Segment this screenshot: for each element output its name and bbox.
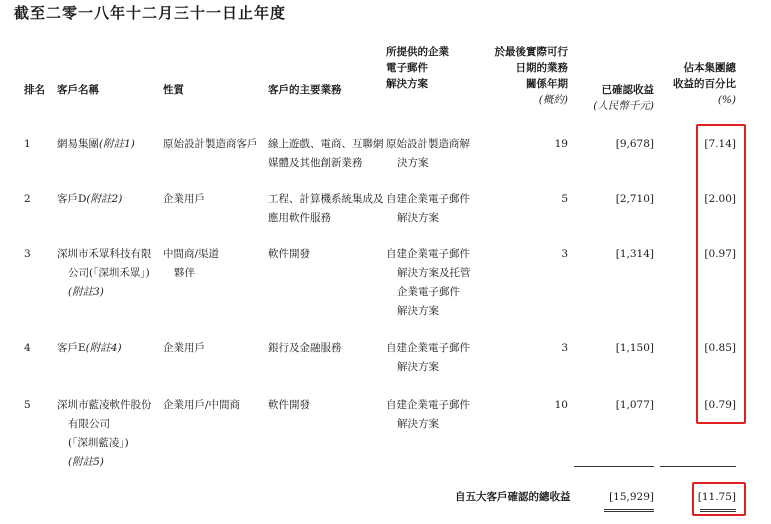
row-percentage: [0.97] — [704, 248, 736, 260]
total-rule-revenue — [604, 509, 654, 512]
row-nature: 中間商/渠道 夥伴 — [163, 248, 220, 279]
header-customer-name: 客戶名稱 — [57, 84, 99, 96]
total-revenue: [15,929] — [609, 491, 654, 503]
row-business: 線上遊戲、電商、互聯網 媒體及其他創新業務 — [268, 138, 384, 169]
row-customer-name: 深圳市禾眾科技有限 公司(「深圳禾眾」) (附註3) — [57, 248, 152, 298]
header-solutions: 所提供的企業 電子郵件 解決方案 — [386, 46, 449, 90]
row-percentage: [0.85] — [704, 342, 736, 354]
row-customer-name: 網易集團(附註1) — [57, 138, 135, 150]
row-percentage: [2.00] — [704, 193, 736, 205]
row-solution: 自建企業電子郵件 解決方案 — [386, 342, 470, 373]
header-percentage: 佔本集團總 收益的百分比 (%) — [673, 62, 736, 106]
row-solution: 自建企業電子郵件 解決方案 — [386, 193, 470, 224]
row-customer-name: 客戶D(附註2) — [57, 193, 123, 205]
row-nature: 企業用戶 — [163, 193, 205, 205]
header-nature: 性質 — [163, 84, 184, 96]
total-percentage: [11.75] — [697, 491, 736, 503]
page-title: 截至二零一八年十二月三十一日止年度 — [14, 4, 287, 22]
row-years: 3 — [561, 248, 568, 260]
header-rank: 排名 — [24, 84, 45, 96]
total-label: 自五大客戶確認的總收益 — [455, 491, 571, 503]
subtotal-rule-percentage — [660, 466, 736, 467]
row-rank: 3 — [24, 248, 31, 260]
row-nature: 原始設計製造商客戶 — [163, 138, 258, 150]
header-main-business: 客戶的主要業務 — [268, 84, 342, 96]
row-percentage: [7.14] — [704, 138, 736, 150]
row-years: 19 — [554, 138, 568, 150]
row-years: 3 — [561, 342, 568, 354]
row-solution: 自建企業電子郵件 解決方案 — [386, 399, 470, 430]
subtotal-rule-revenue — [574, 466, 654, 467]
row-nature: 企業用戶 — [163, 342, 205, 354]
row-customer-name: 深圳市藍凌軟件股份 有限公司 (「深圳藍凌」) (附註5) — [57, 399, 152, 468]
row-revenue: [1,314] — [615, 248, 654, 260]
header-years: 於最後實際可行 日期的業務 關係年期 (概約) — [494, 46, 568, 106]
row-years: 10 — [554, 399, 568, 411]
row-rank: 5 — [24, 399, 31, 411]
row-nature: 企業用戶/中間商 — [163, 399, 241, 411]
row-percentage: [0.79] — [704, 399, 736, 411]
row-business: 軟件開發 — [268, 399, 310, 411]
total-percentage-highlight-box — [692, 482, 746, 516]
row-business: 工程、計算機系統集成及 應用軟件服務 — [268, 193, 384, 224]
row-solution: 原始設計製造商解 決方案 — [386, 138, 470, 169]
row-business: 銀行及金融服務 — [268, 342, 342, 354]
row-revenue: [1,077] — [615, 399, 654, 411]
row-revenue: [9,678] — [615, 138, 654, 150]
row-revenue: [2,710] — [615, 193, 654, 205]
row-years: 5 — [561, 193, 568, 205]
row-rank: 1 — [24, 138, 31, 150]
row-rank: 4 — [24, 342, 31, 354]
row-rank: 2 — [24, 193, 31, 205]
percentage-highlight-box — [696, 124, 746, 424]
row-revenue: [1,150] — [615, 342, 654, 354]
row-customer-name: 客戶E(附註4) — [57, 342, 122, 354]
row-solution: 自建企業電子郵件 解決方案及托管 企業電子郵件 解決方案 — [386, 248, 471, 317]
row-business: 軟件開發 — [268, 248, 310, 260]
header-revenue: 已確認收益 (人民幣千元) — [593, 84, 654, 112]
